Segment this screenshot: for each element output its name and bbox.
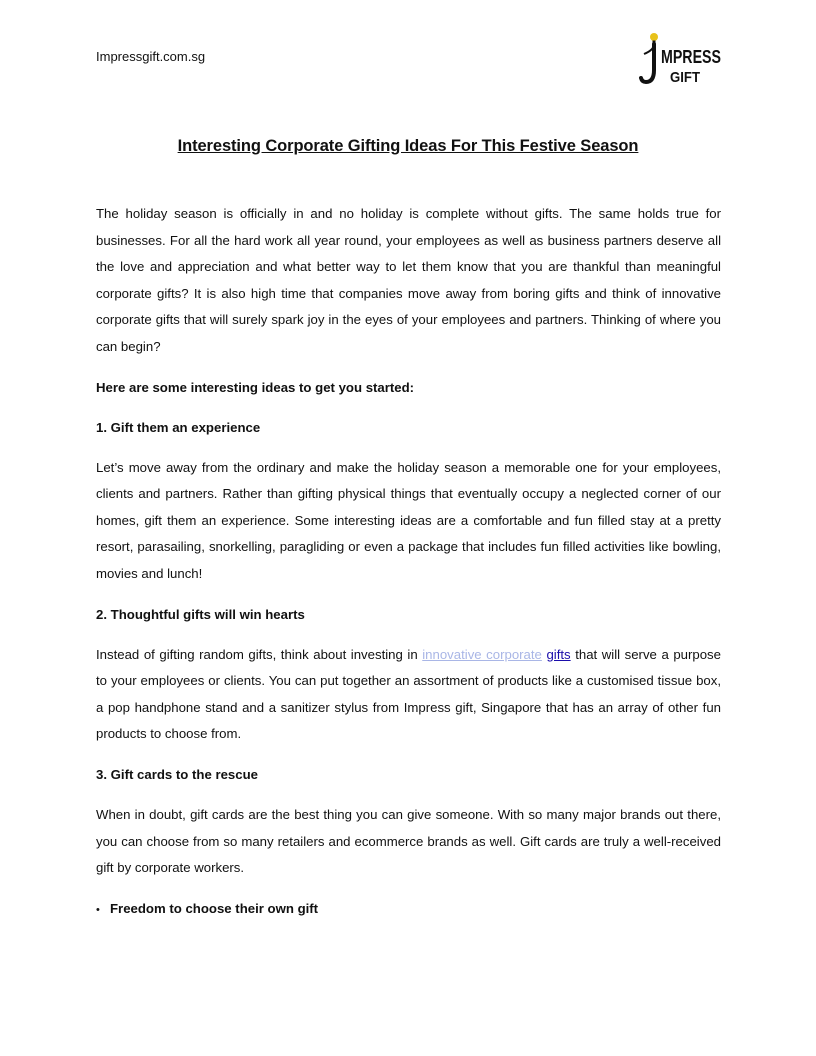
section-3-heading: 3. Gift cards to the rescue	[96, 766, 258, 782]
section-1-heading: 1. Gift them an experience	[96, 419, 261, 435]
impress-gift-logo	[640, 30, 724, 90]
section-2-text-before: Instead of gifting random gifts, think about investing in	[96, 646, 423, 662]
header-site-name: Impressgift.com.sg	[96, 49, 206, 64]
bullet-text: Freedom to choose their own gift	[110, 900, 319, 916]
section-3-paragraph: When in doubt, gift cards are the best thing you can give someone. With so many major brands out there, you can choose from so many retailers and ecommerce brands as well. Gift cards are truly a well-received gift by corporate workers.	[96, 806, 721, 876]
bullet-item	[96, 896, 721, 923]
impress-gift-logo-graphic	[640, 30, 724, 90]
innovative-corporate-link[interactable]: innovative corporate	[422, 646, 542, 662]
logo-text-line1: MPRESS	[661, 47, 721, 67]
logo-text-line2: GIFT	[670, 69, 700, 86]
intro-paragraph: The holiday season is officially in and no holiday is complete without gifts. The same holds true for businesses. For all the hard work all year round, your employees as well as business partners deserve all the love and appreciation and what better way to let them know that you are thankful than meaningful corporate gifts? It is also high time that companies move away from boring gifts and think of innovative corporate gifts that will surely spark joy in the eyes of your employees and partners. Thinking of where you can begin?	[96, 206, 721, 354]
gifts-link[interactable]: gifts	[546, 646, 571, 662]
section-2-text-after: that will serve a purpose to your employees or clients. You can put together an assortment of products like a customised tissue box, a pop handphone stand and a sanitizer stylus from Impress gift, Singapore that has an array of other fun products to choose from.	[96, 646, 721, 742]
article-title: Interesting Corporate Gifting Ideas For This Festive Season	[177, 137, 639, 155]
section-2-heading: 2. Thoughtful gifts will win hearts	[96, 606, 305, 622]
article-body	[96, 201, 721, 923]
section-1-paragraph: Let’s move away from the ordinary and make the holiday season a memorable one for your employees, clients and partners. Rather than gifting physical things that eventually occupy a neglected corner of our homes, gift them an experience. Some interesting ideas are a comfortable and fun filled stay at a pretty resort, parasailing, snorkelling, paragliding or even a package that includes fun filled activities like bowling, movies and lunch!	[96, 459, 721, 581]
logo-bulb-icon	[650, 33, 658, 41]
ideas-heading: Here are some interesting ideas to get you started:	[96, 379, 415, 395]
section-2-paragraph	[96, 642, 721, 748]
bullet-icon: •	[96, 903, 100, 916]
